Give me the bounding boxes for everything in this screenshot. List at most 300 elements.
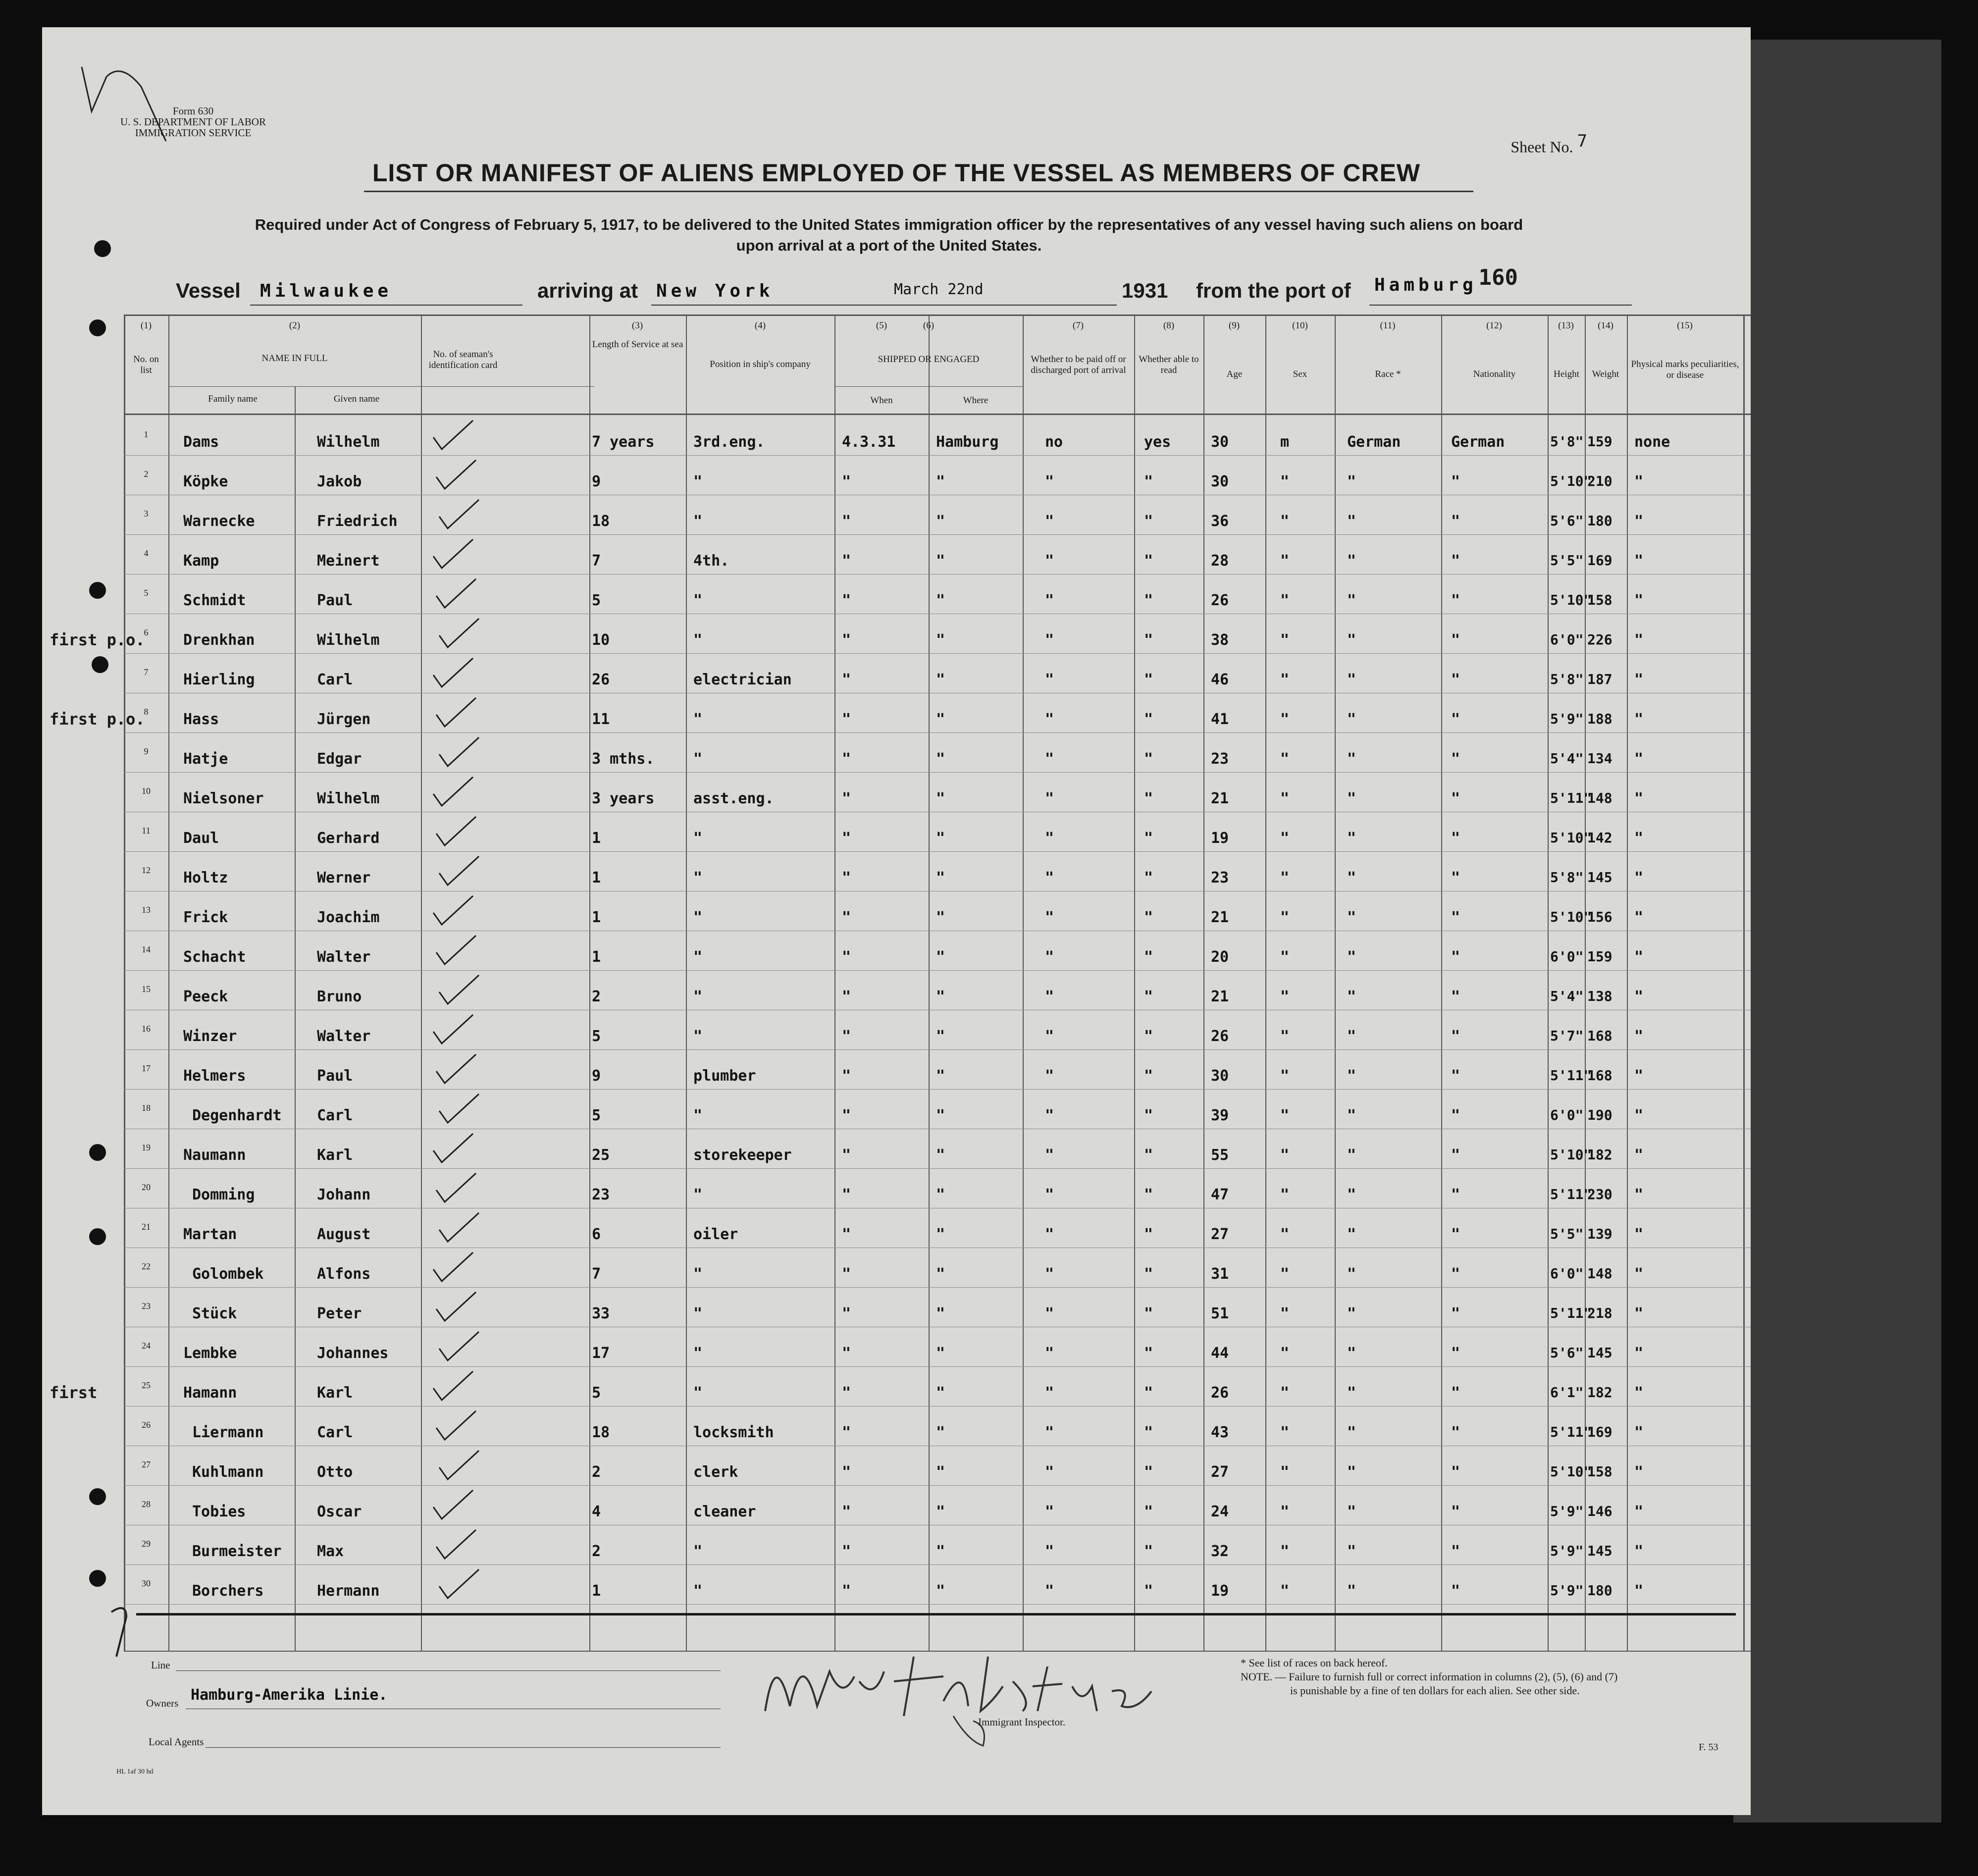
cell-when: " xyxy=(842,473,851,490)
cell-age: 44 xyxy=(1211,1345,1229,1362)
row-number: 5 xyxy=(144,588,149,598)
cell-nat: " xyxy=(1451,513,1460,530)
cell-marks: " xyxy=(1634,909,1644,926)
sheet-label: Sheet No. xyxy=(1510,138,1573,156)
cell-age: 21 xyxy=(1211,790,1229,807)
row-rule xyxy=(124,653,1751,654)
cell-weight: 158 xyxy=(1587,592,1613,608)
cell-age: 31 xyxy=(1211,1265,1229,1283)
cell-age: 36 xyxy=(1211,513,1229,530)
cell-when: " xyxy=(842,830,851,847)
check-mark-icon xyxy=(434,934,478,968)
column-number-no-on-list: (1) xyxy=(140,320,152,331)
column-number-name-in-full: (2) xyxy=(289,320,301,331)
cell-height: 5'4" xyxy=(1550,988,1584,1004)
margin-note: first xyxy=(50,1383,98,1402)
row-number: 24 xyxy=(142,1341,151,1351)
cell-given: Max xyxy=(317,1543,344,1560)
cell-given: Walter xyxy=(317,1028,371,1045)
cell-nat: " xyxy=(1451,1582,1460,1600)
cell-sex: " xyxy=(1280,869,1290,886)
check-mark-icon xyxy=(437,617,481,651)
cell-nat: " xyxy=(1451,1028,1460,1045)
cell-given: Hermann xyxy=(317,1582,380,1600)
cell-sex: " xyxy=(1280,513,1290,530)
cell-age: 27 xyxy=(1211,1226,1229,1243)
arrival-date: March 22nd xyxy=(894,281,984,298)
column-number-age: (9) xyxy=(1228,320,1240,331)
cell-paid: " xyxy=(1045,988,1054,1005)
cell-when: " xyxy=(842,1107,851,1124)
owners-label: Owners xyxy=(146,1697,179,1709)
cell-race: " xyxy=(1347,1107,1356,1124)
scan-background-edge xyxy=(1733,40,1941,1823)
check-mark-icon xyxy=(431,537,475,572)
column-rule xyxy=(1441,314,1442,1652)
cell-weight: 190 xyxy=(1587,1107,1613,1123)
cell-given: Johannes xyxy=(317,1345,389,1362)
cell-service: 1 xyxy=(592,830,601,847)
cell-when: " xyxy=(842,988,851,1005)
cell-weight: 159 xyxy=(1587,948,1613,965)
cell-sex: " xyxy=(1280,1582,1290,1600)
cell-height: 5'4" xyxy=(1550,750,1584,767)
cell-age: 30 xyxy=(1211,473,1229,490)
cell-service: 1 xyxy=(592,948,601,966)
cell-weight: 138 xyxy=(1587,988,1613,1004)
cell-race: " xyxy=(1347,513,1356,530)
column-rule xyxy=(1203,314,1204,1652)
cell-weight: 180 xyxy=(1587,1582,1613,1599)
cell-sex: " xyxy=(1280,1107,1290,1124)
inspector-signature xyxy=(755,1627,1201,1756)
cell-weight: 158 xyxy=(1587,1463,1613,1480)
column-number-sex: (10) xyxy=(1292,320,1308,331)
margin-note: first p.o. xyxy=(50,710,145,729)
column-number-paid-off: (7) xyxy=(1072,320,1084,331)
row-rule xyxy=(124,1168,1751,1169)
cell-nat: " xyxy=(1451,1384,1460,1402)
cell-service: 17 xyxy=(592,1345,610,1362)
cell-when: " xyxy=(842,750,851,768)
cell-where: " xyxy=(936,1146,945,1164)
cell-sex: " xyxy=(1280,1463,1290,1481)
cell-where: " xyxy=(936,1186,945,1203)
cell-marks: " xyxy=(1634,473,1644,490)
cell-read: " xyxy=(1144,1582,1153,1600)
check-mark-icon xyxy=(434,1171,478,1206)
cell-age: 41 xyxy=(1211,711,1229,728)
check-mark-icon xyxy=(431,775,475,810)
row-number: 11 xyxy=(142,826,151,835)
cell-paid: " xyxy=(1045,1543,1054,1560)
printer-mark: HL 1af 30 hd xyxy=(116,1768,154,1775)
check-mark-icon xyxy=(437,1449,481,1483)
cell-family: Nielsoner xyxy=(183,790,264,807)
cell-when: " xyxy=(842,1503,851,1520)
cell-given: Oscar xyxy=(317,1503,362,1520)
cell-position: oiler xyxy=(693,1226,738,1243)
cell-service: 7 xyxy=(592,552,601,570)
cell-nat: " xyxy=(1451,988,1460,1005)
port-underline xyxy=(1369,305,1632,306)
cell-family: Degenhardt xyxy=(192,1107,282,1124)
cell-age: 39 xyxy=(1211,1107,1229,1124)
cell-read: " xyxy=(1144,869,1153,886)
cell-position: " xyxy=(693,1582,703,1600)
cell-marks: " xyxy=(1634,869,1644,886)
cell-weight: 168 xyxy=(1587,1067,1613,1084)
column-rule xyxy=(168,314,169,1652)
cell-weight: 230 xyxy=(1587,1186,1613,1202)
cell-given: Bruno xyxy=(317,988,362,1005)
cell-service: 2 xyxy=(592,1543,601,1560)
inspector-label: Immigrant Inspector. xyxy=(978,1716,1066,1728)
cell-service: 1 xyxy=(592,869,601,886)
cell-paid: " xyxy=(1045,1305,1054,1322)
cell-read: " xyxy=(1144,1384,1153,1402)
column-rule xyxy=(421,314,422,1652)
cell-nat: " xyxy=(1451,1463,1460,1481)
cell-where: " xyxy=(936,869,945,886)
cell-when: " xyxy=(842,1265,851,1283)
check-mark-icon xyxy=(431,1013,475,1047)
cell-paid: " xyxy=(1045,1503,1054,1520)
cell-family: Hass xyxy=(183,711,219,728)
cell-weight: 145 xyxy=(1587,1345,1613,1361)
cell-sex: " xyxy=(1280,750,1290,768)
form-number: Form 630 xyxy=(172,105,214,117)
cell-height: 5'11" xyxy=(1550,1067,1592,1084)
margin-pen-mark xyxy=(106,1602,136,1662)
cell-marks: " xyxy=(1634,750,1644,768)
check-mark-icon xyxy=(434,696,478,730)
header-bottom-rule xyxy=(124,414,1751,415)
cell-family: Liermann xyxy=(192,1424,264,1441)
cell-weight: 142 xyxy=(1587,830,1613,846)
cell-service: 3 mths. xyxy=(592,750,655,768)
where-header: Where xyxy=(963,395,989,406)
cell-height: 5'8" xyxy=(1550,869,1584,886)
check-mark-icon xyxy=(437,498,481,532)
cell-marks: " xyxy=(1634,1067,1644,1085)
cell-service: 25 xyxy=(592,1146,610,1164)
cell-sex: " xyxy=(1280,1265,1290,1283)
cell-marks: " xyxy=(1634,1226,1644,1243)
cell-nat: " xyxy=(1451,552,1460,570)
cell-service: 33 xyxy=(592,1305,610,1322)
cell-nat: " xyxy=(1451,1305,1460,1322)
cell-age: 23 xyxy=(1211,750,1229,768)
cell-given: Paul xyxy=(317,1067,353,1085)
cell-position: plumber xyxy=(693,1067,756,1085)
cell-where: " xyxy=(936,1028,945,1045)
cell-sex: " xyxy=(1280,1028,1290,1045)
cell-race: " xyxy=(1347,473,1356,490)
cell-family: Golombek xyxy=(192,1265,264,1283)
row-number: 12 xyxy=(142,865,151,875)
cell-paid: " xyxy=(1045,631,1054,649)
cell-family: Schmidt xyxy=(183,592,246,609)
cell-read: " xyxy=(1144,671,1153,688)
cell-marks: " xyxy=(1634,711,1644,728)
row-number: 6 xyxy=(144,627,149,637)
cell-marks: " xyxy=(1634,1543,1644,1560)
cell-family: Burmeister xyxy=(192,1543,282,1560)
cell-age: 19 xyxy=(1211,1582,1229,1600)
cell-race: " xyxy=(1347,1226,1356,1243)
cell-weight: 210 xyxy=(1587,473,1613,489)
cell-weight: 180 xyxy=(1587,513,1613,529)
cell-read: " xyxy=(1144,631,1153,649)
cell-marks: " xyxy=(1634,552,1644,570)
cell-age: 26 xyxy=(1211,1384,1229,1402)
cell-where: " xyxy=(936,750,945,768)
cell-read: " xyxy=(1144,909,1153,926)
cell-family: Daul xyxy=(183,830,219,847)
cell-sex: m xyxy=(1280,433,1290,451)
vessel-label: Vessel xyxy=(176,279,241,302)
row-number: 13 xyxy=(142,905,151,915)
cell-age: 21 xyxy=(1211,988,1229,1005)
row-number: 8 xyxy=(144,707,149,717)
row-rule xyxy=(124,455,1751,456)
cell-read: yes xyxy=(1144,433,1171,451)
cell-position: clerk xyxy=(693,1463,738,1481)
cell-height: 6'0" xyxy=(1550,948,1584,965)
cell-age: 51 xyxy=(1211,1305,1229,1322)
sex-header: Sex xyxy=(1293,369,1307,379)
cell-age: 20 xyxy=(1211,948,1229,966)
cell-weight: 218 xyxy=(1587,1305,1613,1321)
form-identifier xyxy=(111,105,275,138)
cell-marks: " xyxy=(1634,631,1644,649)
row-rule xyxy=(124,534,1751,535)
column-number-id-card: (3) xyxy=(631,320,643,331)
row-rule xyxy=(124,1604,1751,1605)
cell-paid: no xyxy=(1045,433,1063,451)
cell-paid: " xyxy=(1045,552,1054,570)
cell-sex: " xyxy=(1280,948,1290,966)
cell-marks: " xyxy=(1634,592,1644,609)
cell-height: 5'10" xyxy=(1550,909,1592,925)
cell-marks: " xyxy=(1634,1305,1644,1322)
cell-position: storekeeper xyxy=(693,1146,792,1164)
cell-service: 26 xyxy=(592,671,610,688)
cell-read: " xyxy=(1144,1305,1153,1322)
cell-when: " xyxy=(842,711,851,728)
cell-height: 5'9" xyxy=(1550,1503,1584,1519)
cell-given: Carl xyxy=(317,1107,353,1124)
row-rule xyxy=(124,1089,1751,1090)
cell-position: " xyxy=(693,1028,703,1045)
cell-position: " xyxy=(693,1543,703,1560)
check-mark-icon xyxy=(431,418,475,453)
no-on-list-header: No. on list xyxy=(133,354,159,375)
cell-weight: 146 xyxy=(1587,1503,1613,1519)
cell-when: " xyxy=(842,948,851,966)
row-number: 7 xyxy=(144,667,149,677)
cell-where: " xyxy=(936,592,945,609)
cell-service: 9 xyxy=(592,473,601,490)
cell-height: 5'8" xyxy=(1550,433,1584,450)
cell-family: Stück xyxy=(192,1305,237,1322)
cell-height: 5'9" xyxy=(1550,1543,1584,1559)
cell-height: 6'0" xyxy=(1550,1107,1584,1123)
year: 1931 xyxy=(1122,279,1168,302)
cell-service: 18 xyxy=(592,513,610,530)
cell-weight: 169 xyxy=(1587,1424,1613,1440)
cell-nat: " xyxy=(1451,948,1460,966)
cell-sex: " xyxy=(1280,592,1290,609)
cell-paid: " xyxy=(1045,1226,1054,1243)
cell-where: " xyxy=(936,1265,945,1283)
cell-height: 6'0" xyxy=(1550,1265,1584,1282)
cell-sex: " xyxy=(1280,1424,1290,1441)
cell-marks: " xyxy=(1634,1345,1644,1362)
cell-weight: 226 xyxy=(1587,631,1613,648)
cell-sex: " xyxy=(1280,1067,1290,1085)
cell-when: " xyxy=(842,1424,851,1441)
cell-given: Jürgen xyxy=(317,711,371,728)
cell-paid: " xyxy=(1045,1384,1054,1402)
cell-family: Peeck xyxy=(183,988,228,1005)
cell-height: 5'6" xyxy=(1550,513,1584,529)
row-number: 26 xyxy=(142,1420,151,1430)
cell-family: Borchers xyxy=(192,1582,264,1600)
cell-nat: " xyxy=(1451,869,1460,886)
cell-paid: " xyxy=(1045,513,1054,530)
cell-marks: " xyxy=(1634,988,1644,1005)
arrival-port: New York xyxy=(656,281,774,301)
cell-service: 6 xyxy=(592,1226,601,1243)
cell-age: 30 xyxy=(1211,1067,1229,1085)
cell-height: 5'5" xyxy=(1550,552,1584,569)
cell-marks: " xyxy=(1634,1146,1644,1164)
cell-given: Alfons xyxy=(317,1265,371,1283)
cell-family: Domming xyxy=(192,1186,255,1203)
column-rule xyxy=(589,314,590,1652)
cell-service: 23 xyxy=(592,1186,610,1203)
cell-age: 26 xyxy=(1211,592,1229,609)
cell-service: 2 xyxy=(592,988,601,1005)
cell-position: " xyxy=(693,830,703,847)
row-number: 1 xyxy=(144,429,149,439)
cell-paid: " xyxy=(1045,909,1054,926)
length-service-header: Length of Service at sea xyxy=(592,339,683,350)
cell-position: " xyxy=(693,1305,703,1322)
cell-paid: " xyxy=(1045,671,1054,688)
punch-hole xyxy=(94,240,111,257)
check-mark-icon xyxy=(434,1409,478,1444)
shipped-split-rule xyxy=(929,386,930,1652)
position-header: Position in ship's company xyxy=(710,359,811,369)
cell-read: " xyxy=(1144,711,1153,728)
cell-weight: 156 xyxy=(1587,909,1613,925)
punch-hole xyxy=(89,1570,106,1587)
cell-paid: " xyxy=(1045,948,1054,966)
penalty-note-continued: is punishable by a fine of ten dollars for each alien. See other side. xyxy=(1290,1684,1580,1697)
cell-sex: " xyxy=(1280,830,1290,847)
cell-paid: " xyxy=(1045,1186,1054,1203)
cell-where: " xyxy=(936,790,945,807)
cell-when: " xyxy=(842,1186,851,1203)
cell-race: " xyxy=(1347,631,1356,649)
cell-given: Carl xyxy=(317,671,353,688)
row-number: 18 xyxy=(142,1103,151,1113)
cell-position: 3rd.eng. xyxy=(693,433,765,451)
row-number: 20 xyxy=(142,1182,151,1192)
cell-paid: " xyxy=(1045,750,1054,768)
cell-given: Paul xyxy=(317,592,353,609)
cell-position: " xyxy=(693,869,703,886)
row-number: 30 xyxy=(142,1578,151,1588)
row-rule xyxy=(124,851,1751,852)
cell-weight: 134 xyxy=(1587,750,1613,767)
department-name: U. S. DEPARTMENT OF LABOR xyxy=(120,116,266,128)
cell-nat: " xyxy=(1451,1146,1460,1164)
cell-position: " xyxy=(693,592,703,609)
cell-weight: 182 xyxy=(1587,1146,1613,1163)
cell-service: 1 xyxy=(592,1582,601,1600)
cell-service: 4 xyxy=(592,1503,601,1520)
paid-off-header: Whether to be paid off or discharged port of arrival xyxy=(1031,354,1126,375)
cell-sex: " xyxy=(1280,790,1290,807)
cell-where: " xyxy=(936,1543,945,1560)
row-number: 25 xyxy=(142,1380,151,1390)
cell-given: Otto xyxy=(317,1463,353,1481)
cell-where: " xyxy=(936,1305,945,1322)
row-rule xyxy=(124,732,1751,733)
row-number: 3 xyxy=(144,509,149,519)
column-rule xyxy=(1134,314,1135,1652)
cell-race: " xyxy=(1347,1345,1356,1362)
cell-race: " xyxy=(1347,1067,1356,1085)
cell-nat: " xyxy=(1451,631,1460,649)
cell-when: 4.3.31 xyxy=(842,433,896,451)
race-header: Race * xyxy=(1375,369,1401,379)
table-top-rule xyxy=(124,314,1751,316)
cell-age: 26 xyxy=(1211,1028,1229,1045)
cell-nat: " xyxy=(1451,830,1460,847)
cell-given: Friedrich xyxy=(317,513,398,530)
cell-height: 5'6" xyxy=(1550,1345,1584,1361)
cell-family: Lembke xyxy=(183,1345,237,1362)
cell-race: " xyxy=(1347,830,1356,847)
cell-where: " xyxy=(936,830,945,847)
cell-weight: 182 xyxy=(1587,1384,1613,1401)
departure-port: Hamburg xyxy=(1374,275,1477,295)
cell-race: " xyxy=(1347,1028,1356,1045)
column-number-weight: (14) xyxy=(1598,320,1614,331)
cell-age: 23 xyxy=(1211,869,1229,886)
cell-marks: " xyxy=(1634,1107,1644,1124)
cell-sex: " xyxy=(1280,1384,1290,1402)
cell-where: " xyxy=(936,1463,945,1481)
cell-when: " xyxy=(842,909,851,926)
cell-given: Joachim xyxy=(317,909,380,926)
check-mark-icon xyxy=(434,1052,478,1087)
cell-weight: 145 xyxy=(1587,1543,1613,1559)
cell-nat: " xyxy=(1451,1226,1460,1243)
column-number-physical-marks: (15) xyxy=(1677,320,1693,331)
column-number-race: (11) xyxy=(1380,320,1396,331)
cell-nat: " xyxy=(1451,473,1460,490)
cell-marks: " xyxy=(1634,671,1644,688)
cell-paid: " xyxy=(1045,1582,1054,1600)
row-number: 9 xyxy=(144,746,149,756)
cell-where: " xyxy=(936,1424,945,1441)
